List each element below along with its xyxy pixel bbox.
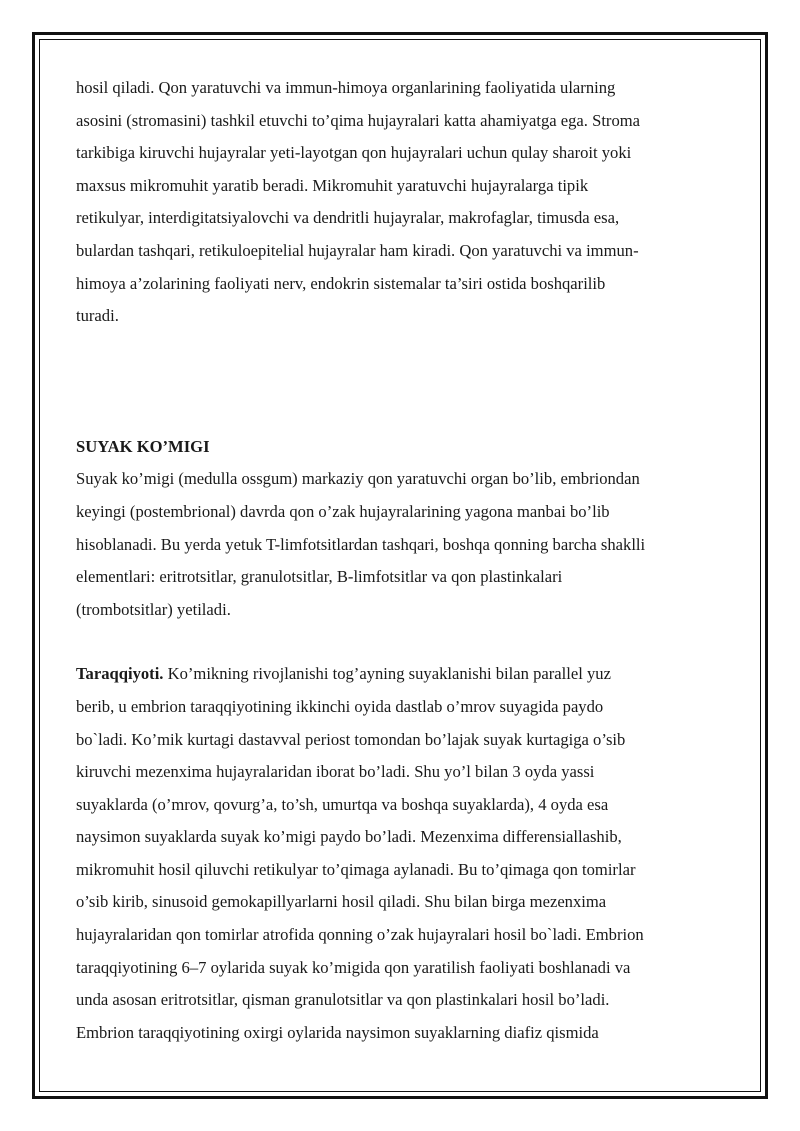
text-line: hisoblanadi. Bu yerda yetuk T-limfotsitlardan tashqari, boshqa qonning barcha shaklli bbox=[76, 534, 646, 554]
text-line: elementlari: eritrotsitlar, granulotsitlar, B-limfotsitlar va qon plastinkalari bbox=[76, 567, 563, 587]
text-line: hujayralaridan qon tomirlar atrofida qonning o’zak hujayralari hosil bo`ladi. Embrion bbox=[76, 925, 644, 945]
text-line: naysimon suyaklarda suyak ko’migi paydo bo’ladi. Mezenxima differensiallashib, bbox=[76, 827, 622, 847]
subheading-lead: Taraqqiyoti. bbox=[76, 664, 164, 684]
text-fragment: Ko’mikning rivojlanishi tog’ayning suyaklanishi bilan parallel yuz bbox=[163, 664, 611, 684]
text-line: mikromuhit hosil qiluvchi retikulyar to’qimaga aylanadi. Bu to’qimaga qon tomirlar bbox=[76, 859, 636, 879]
text-line: bo`ladi. Ko’mik kurtagi dastavval periost tomondan bo’lajak suyak kurtagiga o’sib bbox=[76, 729, 626, 749]
text-line: himoya a’zolarining faoliyati nerv, endokrin sistemalar ta’siri ostida boshqarilib bbox=[76, 273, 606, 293]
text-line: Suyak ko’migi (medulla ossgum) markaziy qon yaratuvchi organ bo’lib, embriondan bbox=[76, 469, 640, 489]
document-body bbox=[76, 72, 724, 1049]
text-line: suyaklarda (o’mrov, qovurg’a, to’sh, umurtqa va boshqa suyaklarda), 4 oyda esa bbox=[76, 794, 609, 814]
text-line: maxsus mikromuhit yaratib beradi. Mikromuhit yaratuvchi hujayralarga tipik bbox=[76, 175, 589, 195]
text-line: taraqqiyotining 6–7 oylarida suyak ko’migida qon yaratilish faoliyati boshlanadi va bbox=[76, 957, 631, 977]
text-line: hosil qiladi. Qon yaratuvchi va immun-himoya organlarining faoliyatida ularning bbox=[76, 78, 616, 97]
paragraph-development bbox=[76, 658, 724, 1049]
text-line bbox=[76, 658, 724, 691]
text-line: bulardan tashqari, retikuloepitelial hujayralar ham kiradi. Qon yaratuvchi va immun- bbox=[76, 240, 639, 260]
text-line: o’sib kirib, sinusoid gemokapillyarlarni hosil qiladi. Shu bilan birga mezenxima bbox=[76, 892, 607, 912]
text-line: turadi. bbox=[76, 306, 119, 326]
text-line: asosini (stromasini) tashkil etuvchi to’qima hujayralari katta ahamiyatga ega. Stroma bbox=[76, 110, 641, 130]
text-line: Embrion taraqqiyotining oxirgi oylarida naysimon suyaklarning diafiz qismida bbox=[76, 1022, 599, 1042]
text-line: berib, u embrion taraqqiyotining ikkinchi oyida dastlab o’mrov suyagida paydo bbox=[76, 696, 604, 716]
text-line: kiruvchi mezenxima hujayralaridan iborat bo’ladi. Shu yo’l bilan 3 oyda yassi bbox=[76, 762, 595, 782]
paragraph-definition bbox=[76, 463, 724, 626]
text-line: (trombotsitlar) yetiladi. bbox=[76, 599, 231, 619]
text-line: tarkibiga kiruvchi hujayralar yeti-layotgan qon hujayralari uchun qulay sharoit yoki bbox=[76, 143, 632, 163]
paragraph-intro bbox=[76, 72, 724, 333]
text-line: unda asosan eritrotsitlar, qisman granulotsitlar va qon plastinkalari hosil bo’ladi. bbox=[76, 990, 610, 1010]
section-heading: SUYAK KO’MIGI bbox=[76, 436, 210, 456]
text-line: keyingi (postembrional) davrda qon o’zak hujayralarining yagona manbai bo’lib bbox=[76, 501, 610, 521]
text-line: retikulyar, interdigitatsiyalovchi va dendritli hujayralar, makrofaglar, timusda esa, bbox=[76, 208, 620, 228]
